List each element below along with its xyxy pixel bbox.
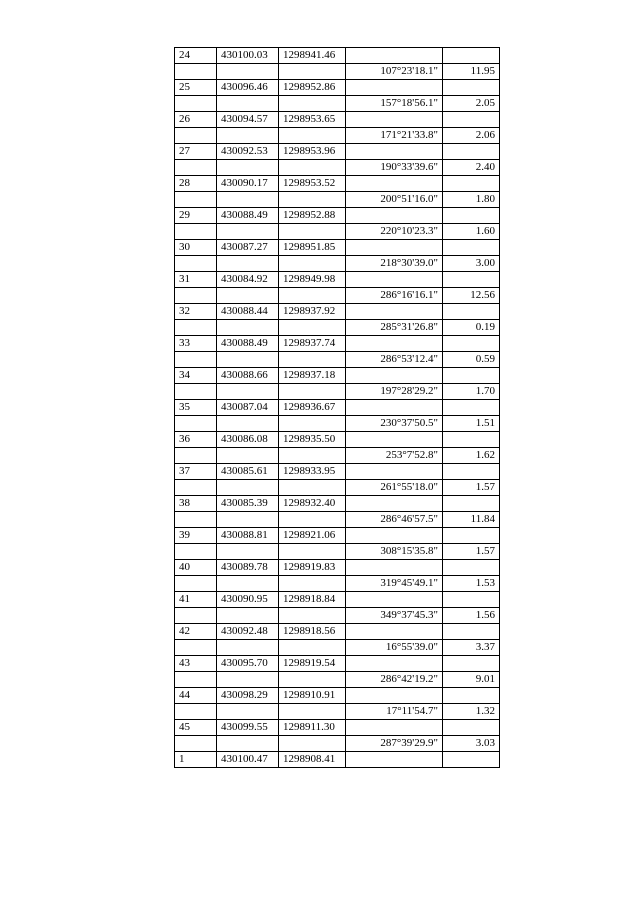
point-number-cell [175,96,217,112]
x-coordinate-cell: 430085.39 [217,496,279,512]
x-coordinate-cell [217,640,279,656]
coordinates-table [174,47,500,768]
x-coordinate-cell [217,192,279,208]
x-coordinate-cell: 430087.04 [217,400,279,416]
y-coordinate-cell: 1298936.67 [279,400,346,416]
distance-cell: 1.57 [443,480,500,496]
bearing-angle-cell: 171°21'33.8" [346,128,443,144]
point-number-cell: 29 [175,208,217,224]
bearing-angle-cell [346,336,443,352]
point-number-cell: 30 [175,240,217,256]
table-row [175,512,500,528]
point-number-cell [175,128,217,144]
y-coordinate-cell [279,640,346,656]
x-coordinate-cell: 430086.08 [217,432,279,448]
point-number-cell [175,640,217,656]
table-row [175,672,500,688]
distance-cell [443,624,500,640]
bearing-angle-cell: 287°39'29.9" [346,736,443,752]
bearing-angle-cell [346,496,443,512]
table-row [175,640,500,656]
table-row [175,544,500,560]
x-coordinate-cell: 430088.66 [217,368,279,384]
bearing-angle-cell [346,208,443,224]
distance-cell: 1.70 [443,384,500,400]
distance-cell [443,240,500,256]
y-coordinate-cell: 1298919.54 [279,656,346,672]
distance-cell: 3.00 [443,256,500,272]
y-coordinate-cell [279,736,346,752]
y-coordinate-cell [279,128,346,144]
distance-cell [443,272,500,288]
bearing-angle-cell: 253°7'52.8" [346,448,443,464]
table-row [175,560,500,576]
y-coordinate-cell [279,384,346,400]
bearing-angle-cell [346,720,443,736]
distance-cell: 1.51 [443,416,500,432]
point-number-cell [175,416,217,432]
point-number-cell: 35 [175,400,217,416]
point-number-cell [175,224,217,240]
distance-cell: 2.06 [443,128,500,144]
distance-cell: 3.03 [443,736,500,752]
point-number-cell [175,576,217,592]
table-row [175,64,500,80]
table-row [175,48,500,64]
bearing-angle-cell: 220°10'23.3" [346,224,443,240]
point-number-cell [175,448,217,464]
table-row [175,96,500,112]
x-coordinate-cell: 430100.03 [217,48,279,64]
x-coordinate-cell [217,64,279,80]
table-row [175,320,500,336]
distance-cell: 1.53 [443,576,500,592]
point-number-cell [175,256,217,272]
y-coordinate-cell [279,480,346,496]
bearing-angle-cell: 286°42'19.2" [346,672,443,688]
distance-cell: 0.19 [443,320,500,336]
x-coordinate-cell: 430085.61 [217,464,279,480]
x-coordinate-cell: 430088.49 [217,336,279,352]
table-row [175,256,500,272]
x-coordinate-cell [217,416,279,432]
bearing-angle-cell [346,432,443,448]
distance-cell [443,432,500,448]
point-number-cell: 28 [175,176,217,192]
point-number-cell [175,192,217,208]
x-coordinate-cell: 430090.17 [217,176,279,192]
bearing-angle-cell [346,240,443,256]
bearing-angle-cell: 308°15'35.8" [346,544,443,560]
bearing-angle-cell [346,144,443,160]
point-number-cell: 26 [175,112,217,128]
point-number-cell: 33 [175,336,217,352]
bearing-angle-cell [346,752,443,768]
table-row [175,368,500,384]
point-number-cell [175,384,217,400]
distance-cell: 11.84 [443,512,500,528]
distance-cell: 2.40 [443,160,500,176]
distance-cell [443,208,500,224]
y-coordinate-cell [279,544,346,560]
y-coordinate-cell: 1298951.85 [279,240,346,256]
table-row [175,496,500,512]
table-row [175,736,500,752]
y-coordinate-cell: 1298918.56 [279,624,346,640]
distance-cell: 1.32 [443,704,500,720]
bearing-angle-cell: 286°53'12.4" [346,352,443,368]
table-row [175,528,500,544]
y-coordinate-cell: 1298953.96 [279,144,346,160]
bearing-angle-cell: 285°31'26.8" [346,320,443,336]
distance-cell: 12.56 [443,288,500,304]
distance-cell [443,400,500,416]
point-number-cell [175,704,217,720]
table-row [175,592,500,608]
y-coordinate-cell [279,288,346,304]
x-coordinate-cell [217,448,279,464]
distance-cell [443,528,500,544]
table-row [175,352,500,368]
x-coordinate-cell: 430087.27 [217,240,279,256]
point-number-cell [175,512,217,528]
x-coordinate-cell: 430095.70 [217,656,279,672]
distance-cell [443,176,500,192]
x-coordinate-cell: 430089.78 [217,560,279,576]
y-coordinate-cell: 1298921.06 [279,528,346,544]
point-number-cell: 42 [175,624,217,640]
distance-cell [443,336,500,352]
y-coordinate-cell: 1298933.95 [279,464,346,480]
bearing-angle-cell: 17°11'54.7" [346,704,443,720]
y-coordinate-cell [279,352,346,368]
table-row [175,192,500,208]
bearing-angle-cell: 107°23'18.1" [346,64,443,80]
x-coordinate-cell [217,544,279,560]
distance-cell [443,464,500,480]
x-coordinate-cell [217,384,279,400]
y-coordinate-cell [279,160,346,176]
table-row [175,304,500,320]
bearing-angle-cell [346,272,443,288]
distance-cell [443,592,500,608]
table-row [175,160,500,176]
table-row [175,208,500,224]
x-coordinate-cell [217,256,279,272]
distance-cell: 1.62 [443,448,500,464]
x-coordinate-cell: 430088.49 [217,208,279,224]
x-coordinate-cell: 430092.48 [217,624,279,640]
y-coordinate-cell: 1298937.18 [279,368,346,384]
distance-cell: 1.80 [443,192,500,208]
x-coordinate-cell [217,224,279,240]
x-coordinate-cell [217,704,279,720]
x-coordinate-cell: 430094.57 [217,112,279,128]
point-number-cell [175,352,217,368]
distance-cell [443,80,500,96]
y-coordinate-cell [279,192,346,208]
distance-cell [443,752,500,768]
table-row [175,384,500,400]
y-coordinate-cell [279,512,346,528]
distance-cell: 0.59 [443,352,500,368]
table-row [175,480,500,496]
bearing-angle-cell [346,400,443,416]
bearing-angle-cell: 261°55'18.0" [346,480,443,496]
x-coordinate-cell [217,128,279,144]
y-coordinate-cell: 1298918.84 [279,592,346,608]
x-coordinate-cell [217,512,279,528]
bearing-angle-cell [346,112,443,128]
point-number-cell: 31 [175,272,217,288]
table-row [175,704,500,720]
bearing-angle-cell: 230°37'50.5" [346,416,443,432]
bearing-angle-cell [346,560,443,576]
bearing-angle-cell: 218°30'39.0" [346,256,443,272]
bearing-angle-cell [346,528,443,544]
y-coordinate-cell: 1298952.86 [279,80,346,96]
distance-cell [443,688,500,704]
point-number-cell: 36 [175,432,217,448]
x-coordinate-cell [217,480,279,496]
distance-cell: 9.01 [443,672,500,688]
bearing-angle-cell: 286°46'57.5" [346,512,443,528]
distance-cell: 11.95 [443,64,500,80]
distance-cell: 1.57 [443,544,500,560]
table-row [175,336,500,352]
y-coordinate-cell [279,256,346,272]
coordinates-table-body [175,48,500,768]
distance-cell [443,656,500,672]
table-row [175,400,500,416]
bearing-angle-cell [346,688,443,704]
table-row [175,720,500,736]
x-coordinate-cell [217,672,279,688]
x-coordinate-cell [217,608,279,624]
x-coordinate-cell: 430084.92 [217,272,279,288]
table-row [175,688,500,704]
table-row [175,224,500,240]
y-coordinate-cell: 1298935.50 [279,432,346,448]
point-number-cell: 32 [175,304,217,320]
point-number-cell: 40 [175,560,217,576]
y-coordinate-cell: 1298932.40 [279,496,346,512]
y-coordinate-cell: 1298937.74 [279,336,346,352]
point-number-cell: 38 [175,496,217,512]
point-number-cell: 41 [175,592,217,608]
table-row [175,240,500,256]
distance-cell: 1.56 [443,608,500,624]
table-row [175,176,500,192]
bearing-angle-cell [346,624,443,640]
y-coordinate-cell: 1298941.46 [279,48,346,64]
y-coordinate-cell [279,416,346,432]
bearing-angle-cell [346,592,443,608]
distance-cell [443,112,500,128]
x-coordinate-cell [217,96,279,112]
x-coordinate-cell: 430090.95 [217,592,279,608]
y-coordinate-cell: 1298908.41 [279,752,346,768]
table-row [175,608,500,624]
y-coordinate-cell: 1298953.65 [279,112,346,128]
y-coordinate-cell [279,320,346,336]
y-coordinate-cell: 1298952.88 [279,208,346,224]
bearing-angle-cell: 319°45'49.1" [346,576,443,592]
table-row [175,112,500,128]
bearing-angle-cell [346,304,443,320]
x-coordinate-cell: 430098.29 [217,688,279,704]
table-row [175,576,500,592]
distance-cell [443,560,500,576]
bearing-angle-cell [346,464,443,480]
table-row [175,128,500,144]
bearing-angle-cell [346,656,443,672]
table-row [175,272,500,288]
table-row [175,80,500,96]
bearing-angle-cell: 286°16'16.1" [346,288,443,304]
y-coordinate-cell: 1298919.83 [279,560,346,576]
x-coordinate-cell: 430088.81 [217,528,279,544]
point-number-cell: 1 [175,752,217,768]
point-number-cell: 45 [175,720,217,736]
bearing-angle-cell [346,176,443,192]
x-coordinate-cell: 430096.46 [217,80,279,96]
distance-cell [443,48,500,64]
bearing-angle-cell: 200°51'16.0" [346,192,443,208]
y-coordinate-cell [279,448,346,464]
table-row [175,448,500,464]
table-row [175,624,500,640]
y-coordinate-cell: 1298953.52 [279,176,346,192]
x-coordinate-cell [217,736,279,752]
point-number-cell [175,608,217,624]
y-coordinate-cell [279,224,346,240]
y-coordinate-cell: 1298949.98 [279,272,346,288]
point-number-cell: 37 [175,464,217,480]
y-coordinate-cell [279,704,346,720]
distance-cell [443,720,500,736]
y-coordinate-cell: 1298911.30 [279,720,346,736]
table-row [175,288,500,304]
point-number-cell [175,672,217,688]
point-number-cell: 24 [175,48,217,64]
point-number-cell: 25 [175,80,217,96]
y-coordinate-cell: 1298910.91 [279,688,346,704]
distance-cell [443,368,500,384]
y-coordinate-cell [279,64,346,80]
distance-cell [443,144,500,160]
table-row [175,752,500,768]
point-number-cell: 43 [175,656,217,672]
point-number-cell: 39 [175,528,217,544]
x-coordinate-cell [217,320,279,336]
x-coordinate-cell: 430100.47 [217,752,279,768]
table-row [175,416,500,432]
table-row [175,432,500,448]
x-coordinate-cell: 430088.44 [217,304,279,320]
point-number-cell [175,288,217,304]
bearing-angle-cell: 197°28'29.2" [346,384,443,400]
bearing-angle-cell: 190°33'39.6" [346,160,443,176]
point-number-cell [175,736,217,752]
x-coordinate-cell [217,288,279,304]
point-number-cell: 34 [175,368,217,384]
x-coordinate-cell: 430099.55 [217,720,279,736]
point-number-cell [175,320,217,336]
point-number-cell [175,160,217,176]
point-number-cell [175,480,217,496]
y-coordinate-cell [279,672,346,688]
bearing-angle-cell [346,48,443,64]
distance-cell: 2.05 [443,96,500,112]
distance-cell [443,496,500,512]
distance-cell: 3.37 [443,640,500,656]
point-number-cell [175,64,217,80]
bearing-angle-cell [346,368,443,384]
point-number-cell: 27 [175,144,217,160]
x-coordinate-cell [217,160,279,176]
bearing-angle-cell [346,80,443,96]
table-row [175,144,500,160]
distance-cell [443,304,500,320]
point-number-cell [175,544,217,560]
y-coordinate-cell [279,576,346,592]
point-number-cell: 44 [175,688,217,704]
x-coordinate-cell: 430092.53 [217,144,279,160]
table-row [175,464,500,480]
y-coordinate-cell [279,608,346,624]
y-coordinate-cell: 1298937.92 [279,304,346,320]
y-coordinate-cell [279,96,346,112]
table-row [175,656,500,672]
x-coordinate-cell [217,352,279,368]
x-coordinate-cell [217,576,279,592]
bearing-angle-cell: 349°37'45.3" [346,608,443,624]
distance-cell: 1.60 [443,224,500,240]
bearing-angle-cell: 157°18'56.1" [346,96,443,112]
bearing-angle-cell: 16°55'39.0" [346,640,443,656]
